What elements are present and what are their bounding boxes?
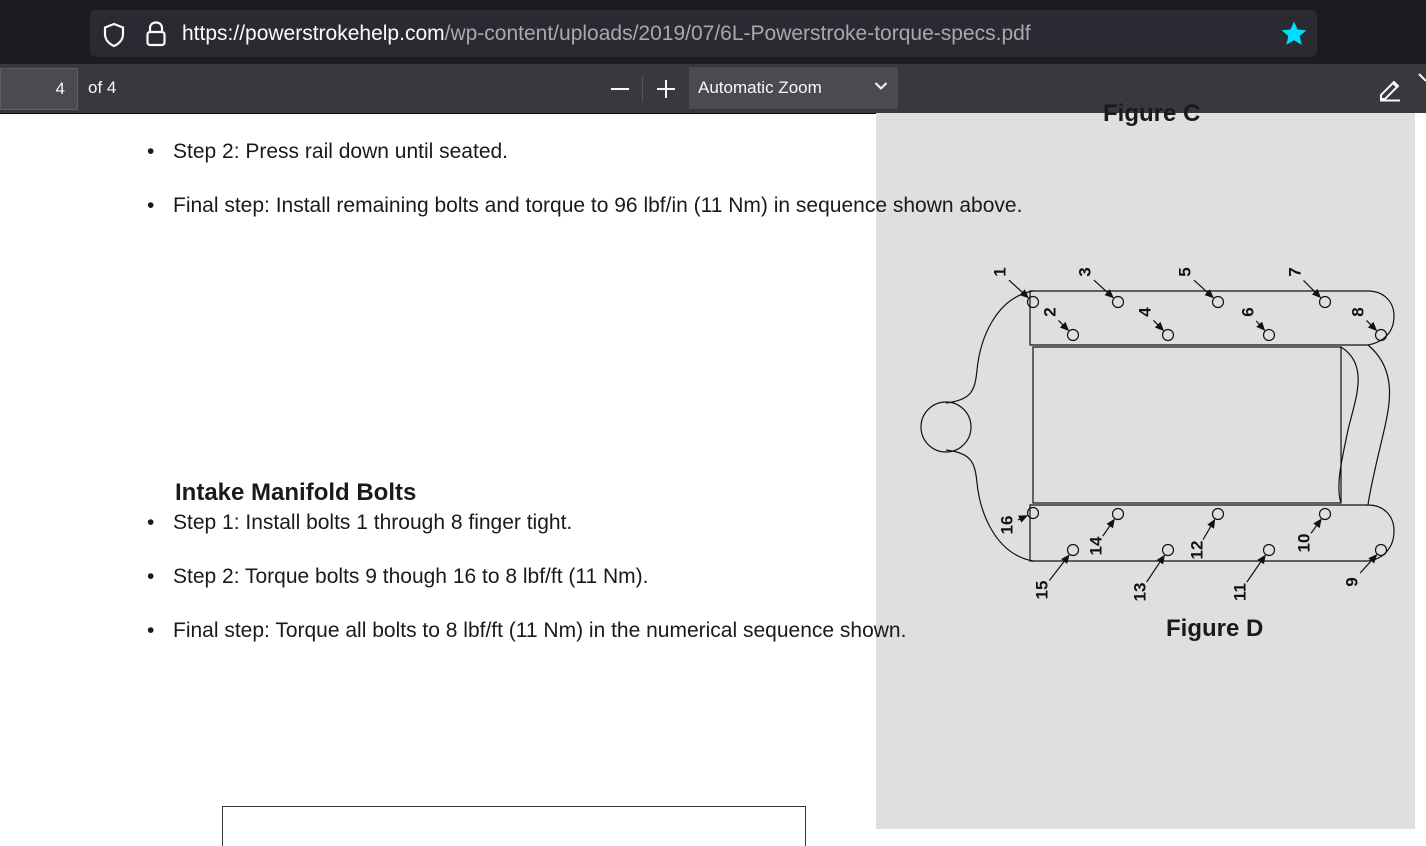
bolt-16 bbox=[1028, 508, 1039, 519]
bolt-label-16: 16 bbox=[997, 515, 1017, 535]
arrowhead bbox=[1208, 520, 1214, 528]
annotation-edit-icon[interactable] bbox=[1377, 76, 1403, 102]
page-number-input[interactable]: 4 bbox=[0, 68, 78, 110]
zoom-select[interactable] bbox=[689, 67, 898, 109]
bolt-label-6: 6 bbox=[1238, 307, 1258, 317]
bolt-3 bbox=[1113, 297, 1124, 308]
zoom-select-value: Automatic Zoom bbox=[698, 78, 822, 97]
bookmark-star-icon[interactable] bbox=[1280, 20, 1308, 47]
bullet: • bbox=[147, 194, 155, 217]
zoom-out-button[interactable] bbox=[608, 78, 632, 100]
bullet: • bbox=[147, 140, 155, 163]
arrowhead bbox=[1314, 520, 1321, 527]
bolt-8 bbox=[1376, 330, 1387, 341]
bolt-label-4: 4 bbox=[1135, 307, 1155, 317]
bolt-4 bbox=[1163, 330, 1174, 341]
zoom-in-button[interactable] bbox=[654, 77, 678, 101]
manifold-plenum bbox=[1033, 347, 1341, 503]
arrowhead bbox=[1108, 520, 1114, 527]
more-tools-icon[interactable] bbox=[1418, 73, 1426, 93]
tracking-protection-shield-icon[interactable] bbox=[102, 22, 126, 48]
bolt-label-2: 2 bbox=[1040, 307, 1060, 317]
arrowhead bbox=[1259, 556, 1265, 563]
manifold-end-curve-inner bbox=[1339, 347, 1358, 503]
chevron-down-icon bbox=[874, 81, 888, 91]
pdf-toolbar bbox=[0, 64, 1426, 114]
bolt-2 bbox=[1068, 330, 1079, 341]
manifold-neck-bottom bbox=[946, 450, 1033, 561]
intake-manifold-heading: Intake Manifold Bolts bbox=[175, 479, 417, 506]
url-text[interactable] bbox=[182, 21, 1031, 47]
bullet: • bbox=[147, 619, 155, 642]
throttle-inlet-circle bbox=[921, 402, 971, 452]
bolt-13 bbox=[1163, 545, 1174, 556]
url-path: /wp-content/uploads/2019/07/6L-Powerstroke-torque-specs.pdf bbox=[444, 22, 1031, 45]
bolt-label-7: 7 bbox=[1285, 267, 1305, 277]
page-count-label: of 4 bbox=[88, 78, 117, 97]
intake-final-step: Final step: Torque all bolts to 8 lbf/ft (11 Nm) in the numerical sequence shown. bbox=[173, 619, 907, 642]
bolt-1 bbox=[1028, 297, 1039, 308]
bolt-9 bbox=[1376, 545, 1387, 556]
manifold-neck-top bbox=[946, 291, 1033, 403]
bolt-6 bbox=[1264, 330, 1275, 341]
figure-c-caption: Figure C bbox=[1103, 100, 1201, 127]
bolt-12 bbox=[1213, 509, 1224, 520]
zoom-divider bbox=[642, 76, 643, 102]
arrowhead bbox=[1062, 556, 1069, 563]
bolt-15 bbox=[1068, 545, 1079, 556]
intake-manifold-bolt-diagram bbox=[900, 240, 1400, 615]
manifold-end-curve-outer bbox=[1368, 345, 1390, 505]
bullet: • bbox=[147, 511, 155, 534]
page-edge bbox=[1415, 113, 1426, 829]
bolt-14 bbox=[1113, 509, 1124, 520]
bolt-label-5: 5 bbox=[1175, 267, 1195, 277]
intake-step-2: Step 2: Torque bolts 9 though 16 to 8 lbf/ft (11 Nm). bbox=[173, 565, 649, 588]
bolt-label-13: 13 bbox=[1130, 582, 1150, 602]
bolt-label-12: 12 bbox=[1187, 540, 1207, 560]
bolt-label-15: 15 bbox=[1032, 580, 1052, 600]
bolt-label-14: 14 bbox=[1086, 536, 1106, 556]
bolt-label-11: 11 bbox=[1230, 583, 1250, 601]
bolt-11 bbox=[1264, 545, 1275, 556]
bolt-label-10: 10 bbox=[1294, 533, 1314, 553]
bolt-5 bbox=[1213, 297, 1224, 308]
browser-toolbar bbox=[0, 0, 1426, 64]
bolt-label-3: 3 bbox=[1075, 267, 1095, 277]
figure-d-caption: Figure D bbox=[1166, 615, 1264, 642]
arrowhead bbox=[1158, 556, 1164, 563]
rail-step-2: Step 2: Press rail down until seated. bbox=[173, 140, 509, 163]
manifold-top-rail bbox=[1030, 291, 1394, 345]
bolt-label-1: 1 bbox=[990, 267, 1010, 277]
torque-table-outline bbox=[222, 806, 806, 846]
bullet: • bbox=[147, 565, 155, 588]
intake-step-1: Step 1: Install bolts 1 through 8 finger tight. bbox=[173, 511, 573, 534]
rail-final-step: Final step: Install remaining bolts and torque to 96 lbf/in (11 Nm) in sequence shown above. bbox=[173, 194, 1023, 217]
arrowhead bbox=[1019, 516, 1027, 522]
bolt-label-8: 8 bbox=[1348, 307, 1368, 317]
bolt-7 bbox=[1320, 297, 1331, 308]
bolt-label-9: 9 bbox=[1342, 577, 1362, 587]
bolt-10 bbox=[1320, 509, 1331, 520]
url-host: https://powerstrokehelp.com bbox=[182, 22, 445, 45]
lock-icon[interactable] bbox=[145, 21, 167, 47]
